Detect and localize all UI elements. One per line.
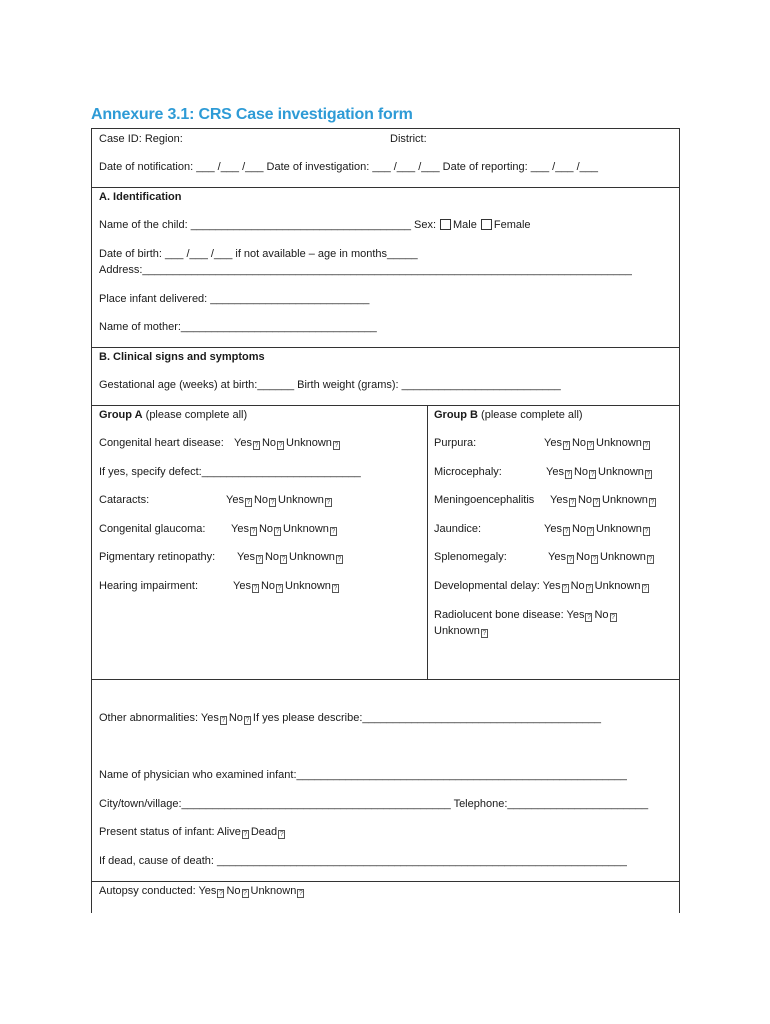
child-name-field[interactable]	[99, 218, 531, 232]
label: Present status of infant: Alive	[99, 826, 241, 838]
yes-label: Yes	[542, 580, 561, 592]
page-title: Annexure 3.1: CRS Case investigation form	[91, 106, 413, 123]
yes-checkbox[interactable]: ?	[568, 556, 573, 563]
no-checkbox[interactable]: ?	[245, 717, 250, 724]
yes-checkbox[interactable]: ?	[587, 614, 591, 621]
radiolucent-row[interactable]	[434, 608, 619, 622]
yes-checkbox[interactable]: ?	[566, 471, 571, 478]
radiolucent-unknown[interactable]	[434, 624, 490, 638]
splenomegaly-row: Splenomegaly:	[434, 551, 507, 563]
unknown-label: Unknown	[278, 494, 324, 506]
child-name-label: Name of the child: ____________________________________ Sex:	[99, 219, 437, 231]
divider	[92, 405, 679, 406]
row-label: Radiolucent bone disease:	[434, 609, 564, 621]
unknown-checkbox[interactable]: ?	[644, 442, 649, 449]
unknown-label: Unknown	[594, 580, 641, 592]
no-checkbox[interactable]: ?	[611, 614, 615, 621]
unknown-label: Unknown	[434, 625, 480, 637]
male-label: Male	[453, 219, 477, 231]
cause-of-death-field[interactable]: If dead, cause of death: ___________________________________________________________________	[99, 855, 627, 867]
no-label: No	[571, 437, 587, 449]
dead-checkbox[interactable]: ?	[279, 831, 284, 838]
yes-checkbox[interactable]: ?	[563, 585, 568, 592]
no-checkbox[interactable]: ?	[588, 528, 593, 535]
no-checkbox[interactable]: ?	[270, 499, 275, 506]
city-telephone-field[interactable]: City/town/village:____________________________________________ Telephone:_______________________	[99, 798, 649, 810]
no-label: No	[261, 437, 277, 449]
no-checkbox[interactable]: ?	[587, 585, 592, 592]
splenomegaly-options[interactable]	[548, 550, 656, 564]
group-a-heading	[99, 408, 247, 422]
yes-label: Yes	[234, 437, 252, 449]
label: If yes please describe:_______________________________________	[252, 712, 601, 724]
unknown-checkbox[interactable]: ?	[298, 890, 303, 897]
yes-label: Yes	[233, 580, 251, 592]
autopsy-field[interactable]	[99, 884, 306, 898]
no-label: No	[573, 466, 589, 478]
no-checkbox[interactable]: ?	[278, 442, 283, 449]
unknown-label: Unknown	[286, 437, 332, 449]
no-checkbox[interactable]: ?	[592, 556, 597, 563]
microcephaly-options[interactable]	[546, 465, 654, 479]
yes-checkbox[interactable]: ?	[246, 499, 251, 506]
unknown-checkbox[interactable]: ?	[650, 499, 655, 506]
unknown-checkbox[interactable]: ?	[643, 585, 647, 592]
retinopathy-options[interactable]	[237, 550, 345, 564]
congenital-heart-options[interactable]	[234, 436, 342, 450]
case-investigation-form	[91, 128, 680, 913]
jaundice-row: Jaundice:	[434, 523, 482, 535]
group-a-subtitle: (please complete all)	[142, 409, 248, 421]
group-a-title: Group A	[99, 409, 143, 421]
unknown-checkbox[interactable]: ?	[334, 442, 339, 449]
group-column-divider	[427, 405, 428, 679]
no-checkbox[interactable]: ?	[594, 499, 599, 506]
unknown-label: Unknown	[598, 466, 644, 478]
glaucoma-options[interactable]	[231, 522, 339, 536]
no-label: No	[264, 551, 280, 563]
dates-line: Date of notification: ___ /___ /___ Date of investigation: ___ /___ /___ Date of reporting: ___ /___ /___	[99, 161, 599, 173]
no-label: No	[577, 494, 593, 506]
unknown-checkbox[interactable]: ?	[646, 471, 651, 478]
unknown-label: Unknown	[283, 523, 329, 535]
yes-label: Yes	[566, 609, 585, 621]
unknown-checkbox[interactable]: ?	[482, 630, 487, 637]
dob-field[interactable]: Date of birth: ___ /___ /___ if not available – age in months_____	[99, 248, 418, 260]
cataracts-options[interactable]	[226, 493, 334, 507]
unknown-label: Unknown	[596, 523, 642, 535]
unknown-label: Unknown	[600, 551, 646, 563]
place-delivered-field[interactable]: Place infant delivered: __________________________	[99, 293, 370, 305]
unknown-checkbox[interactable]: ?	[331, 528, 336, 535]
unknown-checkbox[interactable]: ?	[333, 585, 338, 592]
unknown-checkbox[interactable]: ?	[326, 499, 331, 506]
no-checkbox[interactable]: ?	[590, 471, 595, 478]
yes-label: Yes	[226, 494, 244, 506]
unknown-checkbox[interactable]: ?	[337, 556, 342, 563]
yes-label: Yes	[237, 551, 255, 563]
female-label: Female	[493, 219, 531, 231]
no-label: No	[570, 580, 585, 592]
no-label: No	[571, 523, 587, 535]
no-label: No	[594, 609, 609, 621]
purpura-row: Purpura:	[434, 437, 477, 449]
group-b-heading	[434, 408, 583, 422]
yes-checkbox[interactable]: ?	[570, 499, 575, 506]
present-status-field[interactable]	[99, 825, 287, 839]
glaucoma-row: Congenital glaucoma:	[99, 523, 206, 535]
no-checkbox[interactable]: ?	[275, 528, 280, 535]
retinopathy-row: Pigmentary retinopathy:	[99, 551, 216, 563]
unknown-checkbox[interactable]: ?	[644, 528, 649, 535]
divider	[92, 187, 679, 188]
male-checkbox[interactable]	[440, 219, 451, 230]
gestation-weight-field[interactable]: Gestational age (weeks) at birth:______ Birth weight (grams): __________________________	[99, 379, 561, 391]
microcephaly-row: Microcephaly:	[434, 466, 502, 478]
yes-label: Yes	[544, 437, 562, 449]
yes-label: Yes	[550, 494, 568, 506]
unknown-label: Unknown	[602, 494, 648, 506]
yes-checkbox[interactable]: ?	[218, 890, 223, 897]
physician-field[interactable]: Name of physician who examined infant:______________________________________________________	[99, 769, 627, 781]
no-checkbox[interactable]: ?	[277, 585, 282, 592]
yes-checkbox[interactable]: ?	[564, 528, 569, 535]
group-b-title: Group B	[434, 409, 478, 421]
address-field[interactable]: Address:________________________________________________________________________________	[99, 264, 632, 276]
specify-defect-field[interactable]: If yes, specify defect:__________________________	[99, 466, 361, 478]
no-checkbox[interactable]: ?	[243, 890, 247, 897]
no-label: No	[260, 580, 276, 592]
female-checkbox[interactable]	[481, 219, 492, 230]
yes-label: Yes	[544, 523, 562, 535]
yes-checkbox[interactable]: ?	[251, 528, 256, 535]
no-label: No	[575, 551, 591, 563]
unknown-label: Unknown	[285, 580, 331, 592]
label: No	[228, 712, 243, 724]
divider	[92, 679, 679, 680]
label: Other abnormalities: Yes	[99, 712, 219, 724]
group-b-subtitle: (please complete all)	[478, 409, 583, 421]
yes-label: Yes	[231, 523, 249, 535]
label: Unknown	[250, 885, 297, 897]
alive-checkbox[interactable]: ?	[243, 831, 248, 838]
developmental-delay-row[interactable]	[434, 579, 651, 593]
yes-label: Yes	[548, 551, 566, 563]
purpura-options[interactable]	[544, 436, 652, 450]
divider	[92, 881, 679, 882]
row-label: Developmental delay:	[434, 580, 540, 592]
hearing-row: Hearing impairment:	[99, 580, 199, 592]
unknown-label: Unknown	[289, 551, 335, 563]
yes-checkbox[interactable]: ?	[253, 585, 258, 592]
mother-name-field[interactable]: Name of mother:________________________________	[99, 321, 377, 333]
cataracts-row: Cataracts:	[99, 494, 150, 506]
section-a-heading: A. Identification	[99, 191, 182, 203]
divider	[92, 347, 679, 348]
congenital-heart-row	[99, 436, 224, 450]
yes-checkbox[interactable]: ?	[254, 442, 259, 449]
yes-label: Yes	[546, 466, 564, 478]
yes-checkbox[interactable]: ?	[564, 442, 569, 449]
yes-checkbox[interactable]: ?	[257, 556, 262, 563]
no-label: No	[258, 523, 274, 535]
yes-checkbox[interactable]: ?	[221, 717, 226, 724]
section-b-heading: B. Clinical signs and symptoms	[99, 351, 265, 363]
jaundice-options[interactable]	[544, 522, 652, 536]
label: Dead	[250, 826, 278, 838]
no-checkbox[interactable]: ?	[588, 442, 593, 449]
no-checkbox[interactable]: ?	[281, 556, 286, 563]
other-abnormalities-field[interactable]	[99, 711, 601, 725]
unknown-label: Unknown	[596, 437, 642, 449]
case-id-region-label: Case ID: Region:	[99, 133, 183, 145]
meningoencephalitis-row: Meningoencephalitis	[434, 494, 535, 506]
row-label: Congenital heart disease:	[99, 437, 224, 449]
unknown-checkbox[interactable]: ?	[648, 556, 653, 563]
hearing-options[interactable]	[233, 579, 341, 593]
meningoencephalitis-options[interactable]	[550, 493, 658, 507]
district-label: District:	[390, 133, 427, 145]
label: Autopsy conducted: Yes	[99, 885, 217, 897]
no-label: No	[253, 494, 269, 506]
label: No	[226, 885, 241, 897]
